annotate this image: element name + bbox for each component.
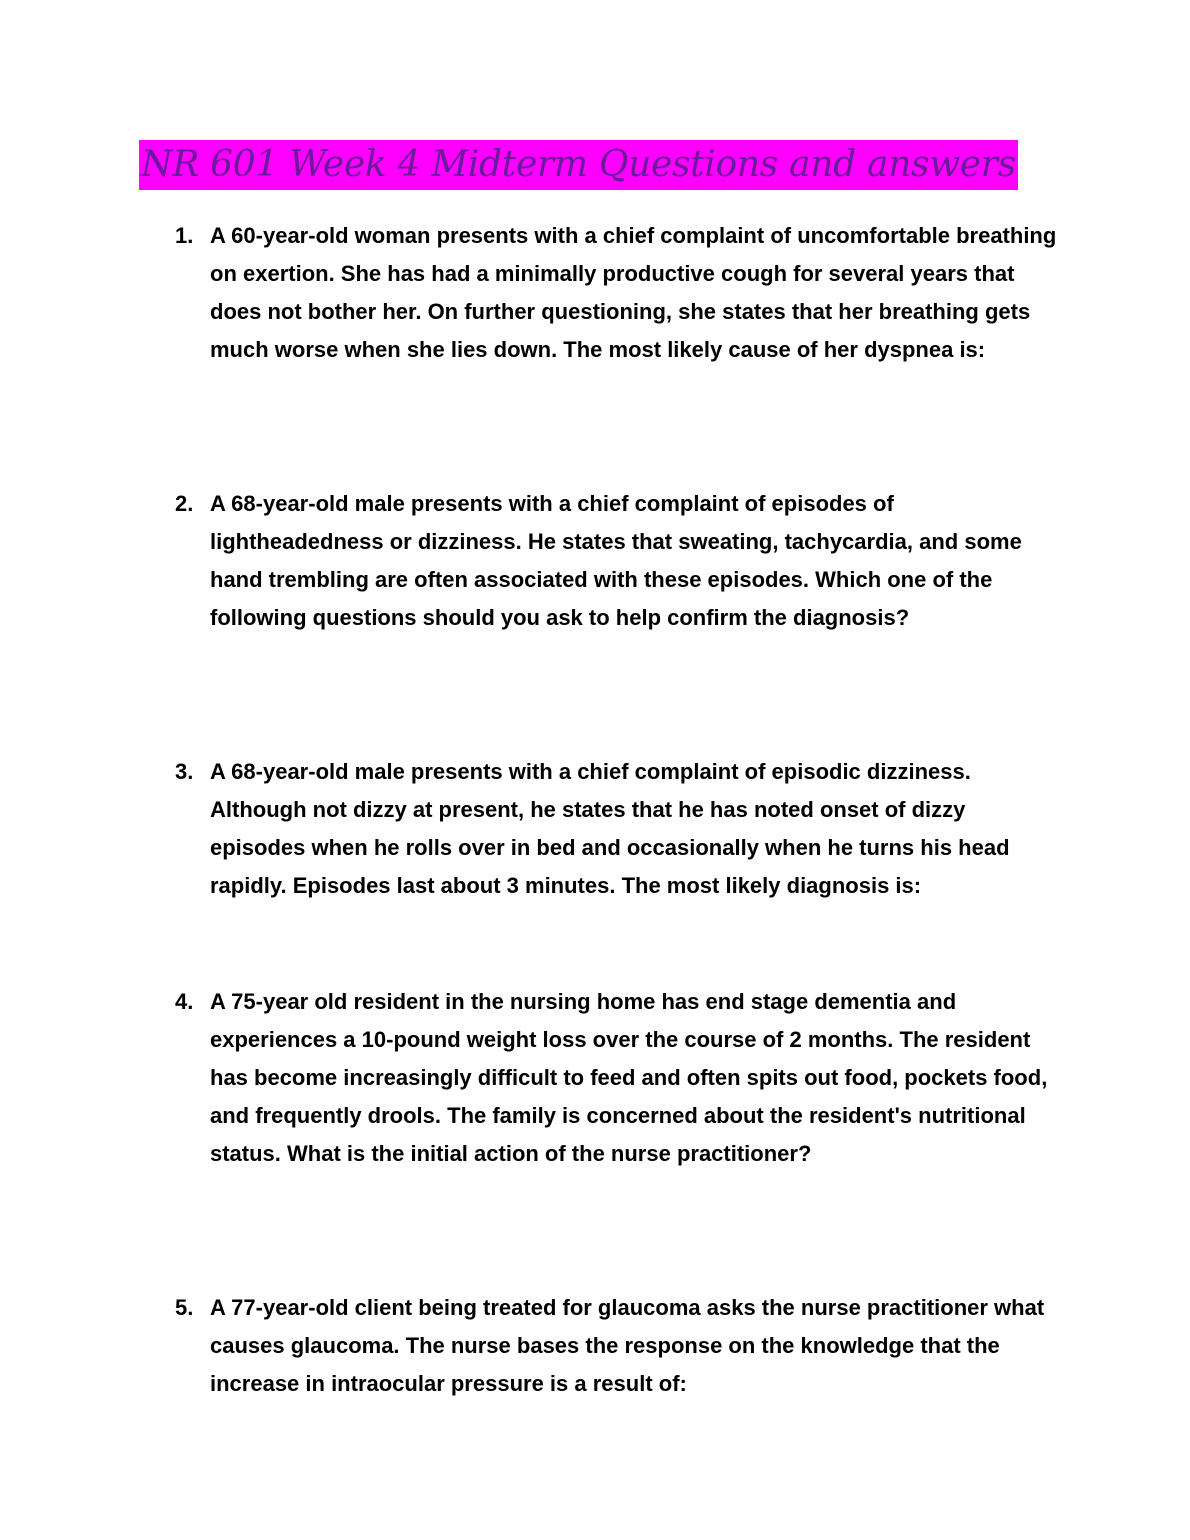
question-number: 2. xyxy=(175,491,194,516)
question-text: A 68-year-old male presents with a chief complaint of episodes of lightheadedness or dizziness. He states that sweating, tachycardia, and some hand trembling are often associated with these episodes. Which one of the following questions should you ask to help confirm the diagnosis? xyxy=(210,491,1022,630)
question-number: 1. xyxy=(175,223,194,248)
question-item xyxy=(175,753,1075,905)
question-item xyxy=(175,983,1075,1173)
question-item xyxy=(175,1289,1075,1403)
title-highlight xyxy=(139,140,1018,190)
question-number: 3. xyxy=(175,759,194,784)
question-number: 5. xyxy=(175,1295,194,1320)
question-item xyxy=(175,217,1075,369)
question-text: A 75-year old resident in the nursing home has end stage dementia and experiences a 10-pound weight loss over the course of 2 months. The resident has become increasingly difficult to feed and often spits out food, pockets food, and frequently drools. The family is concerned about the resident's nutritional status. What is the initial action of the nurse practitioner? xyxy=(210,989,1048,1166)
document-title: NR 601 Week 4 Midterm Questions and answers xyxy=(141,144,1016,185)
question-text: A 77-year-old client being treated for glaucoma asks the nurse practitioner what causes glaucoma. The nurse bases the response on the knowledge that the increase in intraocular pressure is a result of: xyxy=(210,1295,1045,1396)
question-item xyxy=(175,485,1075,637)
question-number: 4. xyxy=(175,989,194,1014)
question-text: A 68-year-old male presents with a chief complaint of episodic dizziness. Although not dizzy at present, he states that he has noted onset of dizzy episodes when he rolls over in bed and occasionally when he turns his head rapidly. Episodes last about 3 minutes. The most likely diagnosis is: xyxy=(210,759,1010,898)
question-text: A 60-year-old woman presents with a chief complaint of uncomfortable breathing on exertion. She has had a minimally productive cough for several years that does not bother her. On further questioning, she states that her breathing gets much worse when she lies down. The most likely cause of her dyspnea is: xyxy=(210,223,1057,362)
